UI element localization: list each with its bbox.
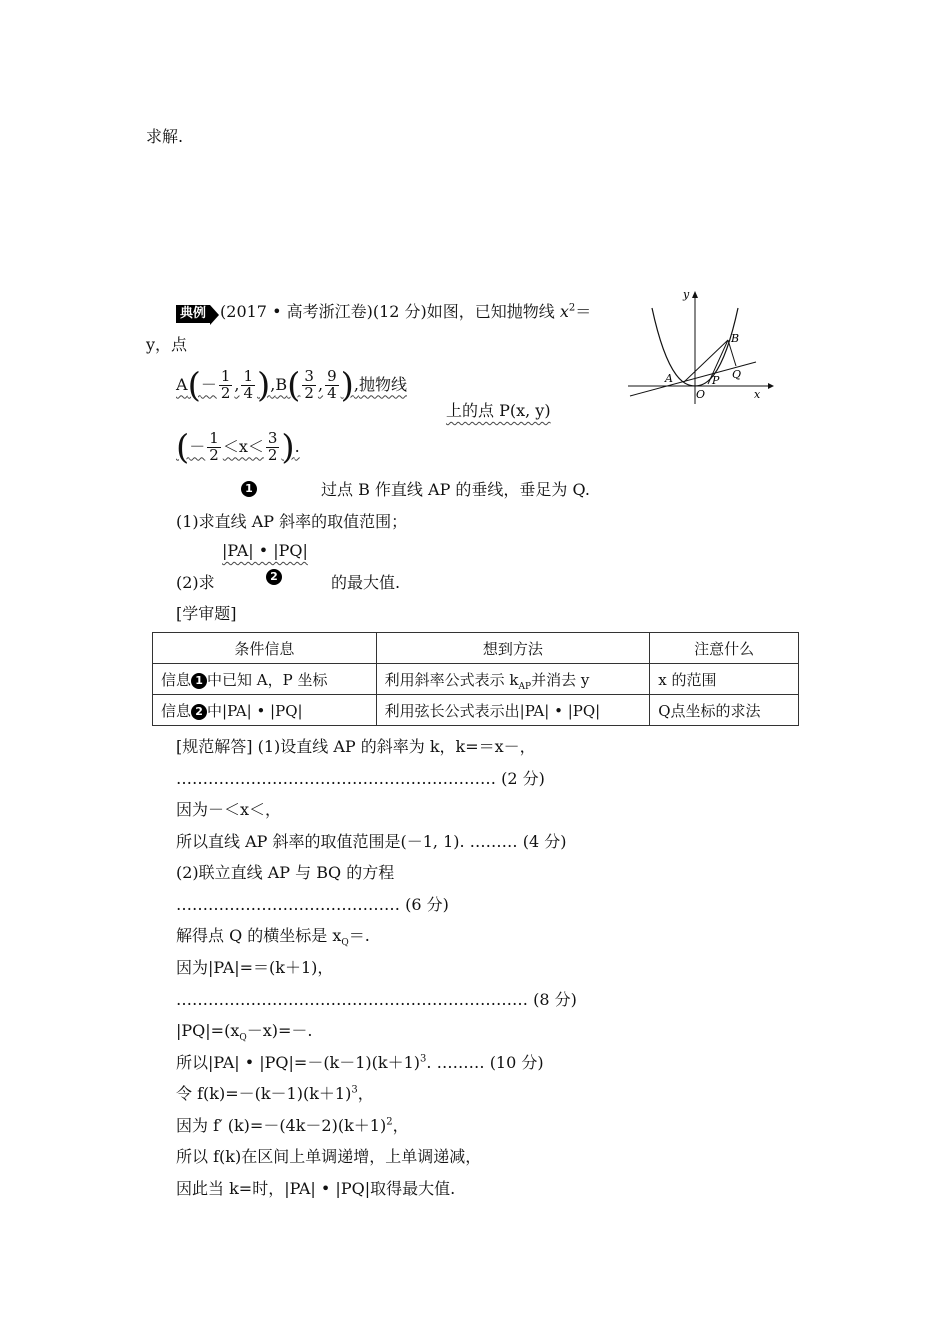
marker-2: 2 — [266, 566, 282, 585]
header-note: 注意什么 — [650, 633, 799, 664]
label-a: A — [665, 372, 673, 385]
question-1: (1)求直线 AP 斜率的取值范围； — [176, 512, 408, 531]
label-x: x — [754, 388, 761, 401]
question-2-prefix: (2)求 — [176, 573, 215, 592]
table-row — [153, 664, 799, 695]
table-row — [153, 695, 799, 726]
frac-ay: $\frac{1}{4}$ — [243, 366, 254, 402]
solution-line-12: 令 $f(k)=-(k-1)(k+1)^3$， — [176, 1084, 374, 1103]
solution-line-1: [规范解答] (1)设直线 AP 的斜率为 k，k=＝x－， — [176, 737, 536, 756]
row-1-method: 利用斜率公式表示 $k_{AP}$并消去 y — [376, 664, 650, 695]
problem-source: (2017 • 高考浙江卷)(12 分)如图，已知抛物线 — [220, 302, 560, 321]
point-p-text: 上的点 P(x, y) — [446, 401, 551, 420]
review-heading: [学审题] — [176, 604, 237, 623]
x-axis-arrow — [768, 383, 774, 389]
label-q: Q — [732, 368, 742, 381]
point-b-label: B — [275, 374, 288, 394]
parabola-x: x — [559, 302, 569, 321]
label-p: P — [712, 374, 720, 387]
solution-line-6: …………………………………… (6 分) — [176, 895, 449, 914]
review-table — [152, 632, 799, 726]
solution-line-14: 所以 f(k)在区间上单调递增，上单调递减， — [176, 1147, 482, 1166]
row-2-note: Q点坐标的求法 — [650, 695, 799, 726]
header-method: 想到方法 — [376, 633, 650, 664]
label-b: B — [731, 332, 740, 345]
pa-pq-expression: |PA| • |PQ| — [222, 541, 308, 560]
frac-ax: $\frac{1}{2}$ — [220, 366, 231, 402]
parabola-exponent: 2 — [568, 302, 576, 314]
points-line — [176, 365, 407, 405]
solution-line-8: 因为|PA|=＝(k＋1)， — [176, 958, 334, 977]
solution-line-15: 因此当 k=时，|PA| • |PQ|取得最大值. — [176, 1179, 456, 1198]
problem-line-1 — [176, 302, 591, 323]
solution-line-4: 所以直线 AP 斜率的取值范围是(－1, 1). ……… (4 分) — [176, 832, 567, 851]
example-badge: 典例 — [176, 305, 210, 323]
perpendicular-text: 过点 B 作直线 AP 的垂线，垂足为 Q. — [321, 480, 590, 499]
solution-line-7: 解得点 Q 的横坐标是 $x_Q=$. — [176, 926, 370, 949]
solution-line-5: (2)联立直线 AP 与 BQ 的方程 — [176, 863, 395, 882]
frac-range-right: $\frac{3}{2}$ — [267, 428, 278, 464]
intro-text: 求解. — [146, 127, 184, 146]
row-1-condition: 信息 1 中已知 A，P 坐标 — [153, 664, 377, 695]
review-table-header — [153, 633, 799, 664]
row-2-condition: 信息 2 中|PA| • |PQ| — [153, 695, 377, 726]
parabola-figure — [628, 286, 778, 406]
solution-line-3: 因为－＜x＜， — [176, 800, 282, 819]
question-2-suffix: 的最大值. — [331, 573, 401, 592]
row-2-method: 利用弦长公式表示出|PA| • |PQ| — [376, 695, 650, 726]
frac-by: $\frac{9}{4}$ — [327, 366, 337, 402]
row-1-note: x 的范围 — [650, 664, 799, 695]
frac-bx: $\frac{3}{2}$ — [304, 366, 314, 402]
solution-line-9: ………………………………………………………… (8 分) — [176, 990, 577, 1009]
point-a-label: A — [176, 374, 188, 394]
solution-line-11: 所以|PA| • $|PQ|=-(k-1)(k+1)^3$. ……… (10 分) — [176, 1053, 544, 1072]
x-range: (－ $\frac{1}{2}$ ＜x＜ $\frac{3}{2}$ ). — [176, 427, 300, 467]
frac-range-left: $\frac{1}{2}$ — [209, 428, 219, 464]
label-y: y — [683, 288, 690, 301]
y-axis-arrow — [692, 291, 698, 298]
marker-1: 1 — [241, 478, 257, 497]
header-condition: 条件信息 — [153, 633, 377, 664]
label-o: O — [696, 388, 706, 401]
parabola-equals: ＝ — [575, 302, 592, 321]
solution-line-13: 因为 f′ $(k)=-(4k-2)(k+1)^2$， — [176, 1116, 409, 1135]
points-underlined: A(－ $\frac{1}{2}$ , $\frac{1}{4}$ ),B( $\frac{3}{2}$ , $\frac{9}{4}$ ),抛物线 — [176, 365, 407, 405]
solution-line-10: $|PQ|=(x_Q-x)=-$. — [176, 1021, 313, 1044]
problem-line-2: y，点 — [146, 335, 188, 354]
solution-line-2: …………………………………………………… (2 分) — [176, 769, 545, 788]
